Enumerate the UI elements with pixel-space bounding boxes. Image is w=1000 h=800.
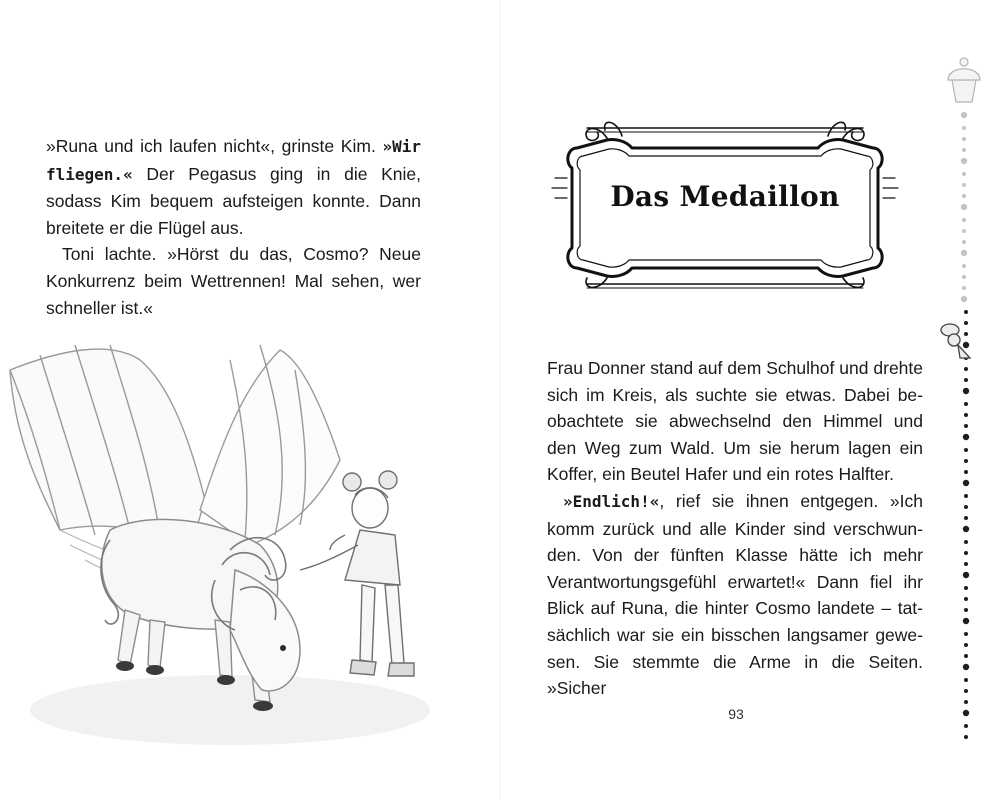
chain-bead [964, 689, 968, 693]
chain-bead [964, 654, 968, 658]
pegasus-and-girl-illustration [0, 330, 499, 800]
chain-bead [964, 540, 968, 544]
chain-bead [961, 250, 967, 256]
text-run: Frau Donner stand auf dem Schulhof und drehte sich im Kreis, als suchte sie etwas. Dabei beobachtete sie abwechselnd den Himmel und den Weg zum Wald. Um sie herum lagen ein Koffer, ein Beutel Hafer und ein rotes Halfter. [547, 358, 923, 485]
chain-bead [964, 562, 968, 566]
chain-bead [964, 516, 968, 520]
right-page [501, 0, 1000, 800]
chain-bead [964, 332, 968, 336]
chain-bead [962, 183, 966, 187]
chain-bead [964, 310, 968, 314]
chain-bead [964, 597, 968, 601]
chain-bead [964, 608, 968, 612]
chain-bead [964, 424, 968, 428]
text-run: Der Pegasus ging in die Knie, sodass Kim bequem aufsteigen konnte. Dann breitete er die Flügel aus. [46, 163, 421, 238]
chain-bead [963, 664, 969, 670]
pegasus-head [230, 570, 300, 691]
fairy-icon [941, 324, 970, 358]
page-number: 93 [728, 706, 744, 722]
chain-bead [964, 367, 968, 371]
chain-bead [962, 172, 966, 176]
chain-bead [963, 434, 969, 440]
chain-bead [964, 505, 968, 509]
text-run: Toni lachte. »Hörst du das, Cosmo? Neue Konkurrenz beim Wettrennen! Mal sehen, wer schneller ist.« [46, 244, 421, 318]
bead-chain [961, 112, 969, 739]
chain-bead [964, 448, 968, 452]
emphasized-speech: »Wir fliegen.« [46, 137, 421, 184]
chain-bead [964, 459, 968, 463]
chain-bead [964, 586, 968, 590]
girl-figure [300, 471, 414, 676]
paragraph [46, 241, 421, 321]
chain-bead [962, 137, 966, 141]
left-page-text [46, 133, 421, 321]
chain-bead [962, 240, 966, 244]
chain-bead [964, 724, 968, 728]
left-page [0, 0, 499, 800]
chain-bead [961, 204, 967, 210]
chain-bead [962, 194, 966, 198]
chain-bead [961, 158, 967, 164]
chain-bead [964, 551, 968, 555]
pegasus-eye [280, 645, 286, 651]
chain-bead [963, 480, 969, 486]
chain-bead [962, 126, 966, 130]
chain-bead [961, 296, 967, 302]
chain-bead [963, 710, 969, 716]
chain-bead [964, 321, 968, 325]
chain-bead [963, 526, 969, 532]
paragraph [547, 355, 923, 488]
right-wing-shape [200, 345, 340, 545]
cupcake-icon [948, 58, 980, 102]
chain-bead [962, 264, 966, 268]
chain-bead [962, 148, 966, 152]
chain-bead [962, 229, 966, 233]
right-page-text [547, 355, 923, 702]
text-run: »Runa und ich laufen nicht«, grinste Kim. [46, 136, 383, 156]
chain-bead [964, 413, 968, 417]
chain-bead [961, 112, 967, 118]
beaded-chain-decoration [930, 40, 990, 760]
chain-bead [964, 678, 968, 682]
chain-bead [964, 643, 968, 647]
chain-bead [964, 700, 968, 704]
paragraph [547, 488, 923, 702]
chain-bead [964, 735, 968, 739]
chain-bead [964, 470, 968, 474]
text-run: , rief sie ihnen entgegen. »Ich komm zurück und alle Kinder sind verschwunden. Von der fünften Klasse hätte ich mehr Verantwortungsgefühl erwartet!« Dann fiel ihr Blick auf Runa, die hinter Cosmo landete – tatsächlich war sie ein bisschen langsamer gewesen. Sie stemmte die Arme in die Seiten. »Sicher [547, 490, 923, 699]
chapter-title: Das Medaillon [610, 180, 840, 213]
chain-bead [964, 378, 968, 382]
chain-bead [962, 218, 966, 222]
chain-bead [964, 494, 968, 498]
paragraph [46, 133, 421, 241]
chain-bead [962, 275, 966, 279]
ground-shadow [30, 675, 430, 745]
chain-bead [963, 618, 969, 624]
chain-bead [962, 286, 966, 290]
chain-bead [963, 388, 969, 394]
chain-bead [963, 342, 969, 348]
emphasized-speech: »Endlich!« [563, 491, 660, 511]
chain-bead [964, 402, 968, 406]
chain-bead [963, 572, 969, 578]
chain-bead [964, 632, 968, 636]
